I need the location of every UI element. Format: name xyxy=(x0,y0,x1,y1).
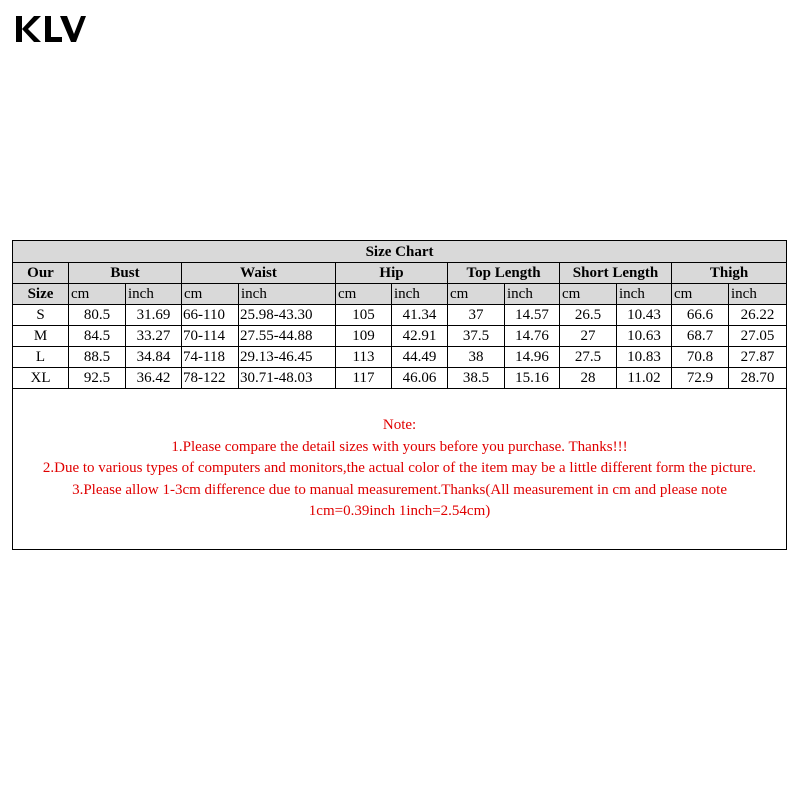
note-heading: Note: xyxy=(382,417,417,434)
table-cell: 14.76 xyxy=(505,326,560,347)
table-cell: 26.5 xyxy=(560,305,617,326)
table-cell: 38.5 xyxy=(448,368,505,389)
table-cell: 38 xyxy=(448,347,505,368)
table-cell: 72.9 xyxy=(672,368,729,389)
unit-cell: cm xyxy=(336,284,392,305)
table-cell: 70-114 xyxy=(182,326,239,347)
size-label: XL xyxy=(13,368,69,389)
header-our: Our xyxy=(13,263,69,284)
unit-cell: inch xyxy=(239,284,336,305)
table-cell: 14.96 xyxy=(505,347,560,368)
header-size: Size xyxy=(13,284,69,305)
table-cell: 66-110 xyxy=(182,305,239,326)
size-chart-title: Size Chart xyxy=(13,241,787,263)
notes-row xyxy=(13,389,787,550)
header-thigh: Thigh xyxy=(672,263,787,284)
unit-cell: inch xyxy=(729,284,787,305)
note-item-1: 1.Please compare the detail sizes with yours before you purchase. Thanks!!! xyxy=(171,438,628,455)
table-row-s xyxy=(13,305,787,326)
header-top-length: Top Length xyxy=(448,263,560,284)
table-cell: 27.55-44.88 xyxy=(239,326,336,347)
table-cell: 34.84 xyxy=(126,347,182,368)
header-hip: Hip xyxy=(336,263,448,284)
klv-logo xyxy=(16,14,86,44)
table-cell: 28 xyxy=(560,368,617,389)
table-cell: 44.49 xyxy=(392,347,448,368)
size-chart-table xyxy=(12,240,787,550)
header-short-length: Short Length xyxy=(560,263,672,284)
table-cell: 84.5 xyxy=(69,326,126,347)
unit-cell: cm xyxy=(672,284,729,305)
unit-cell: cm xyxy=(560,284,617,305)
table-cell: 66.6 xyxy=(672,305,729,326)
table-cell: 109 xyxy=(336,326,392,347)
header-waist: Waist xyxy=(182,263,336,284)
unit-cell: inch xyxy=(617,284,672,305)
table-cell: 29.13-46.45 xyxy=(239,347,336,368)
unit-cell: cm xyxy=(182,284,239,305)
table-cell: 42.91 xyxy=(392,326,448,347)
table-cell: 92.5 xyxy=(69,368,126,389)
table-cell: 10.83 xyxy=(617,347,672,368)
table-cell: 27.87 xyxy=(729,347,787,368)
table-cell: 27 xyxy=(560,326,617,347)
title-row xyxy=(13,241,787,263)
size-label: L xyxy=(13,347,69,368)
table-cell: 11.02 xyxy=(617,368,672,389)
table-cell: 70.8 xyxy=(672,347,729,368)
table-cell: 117 xyxy=(336,368,392,389)
table-cell: 26.22 xyxy=(729,305,787,326)
table-cell: 46.06 xyxy=(392,368,448,389)
table-cell: 15.16 xyxy=(505,368,560,389)
unit-header-row xyxy=(13,284,787,305)
unit-cell: inch xyxy=(126,284,182,305)
table-row-l xyxy=(13,347,787,368)
table-cell: 41.34 xyxy=(392,305,448,326)
note-item-3: 3.Please allow 1-3cm difference due to manual measurement.Thanks(All measurement in cm and please note 1cm=0.39inch 1inch=2.54cm) xyxy=(72,481,727,520)
table-cell: 14.57 xyxy=(505,305,560,326)
size-label: S xyxy=(13,305,69,326)
notes-block xyxy=(13,389,787,550)
unit-cell: inch xyxy=(392,284,448,305)
table-cell: 28.70 xyxy=(729,368,787,389)
table-cell: 33.27 xyxy=(126,326,182,347)
measurement-header-row xyxy=(13,263,787,284)
table-row-m xyxy=(13,326,787,347)
unit-cell: inch xyxy=(505,284,560,305)
table-cell: 105 xyxy=(336,305,392,326)
unit-cell: cm xyxy=(69,284,126,305)
table-cell: 88.5 xyxy=(69,347,126,368)
table-cell: 74-118 xyxy=(182,347,239,368)
table-row-xl xyxy=(13,368,787,389)
table-cell: 36.42 xyxy=(126,368,182,389)
table-cell: 30.71-48.03 xyxy=(239,368,336,389)
table-cell: 37 xyxy=(448,305,505,326)
size-label: M xyxy=(13,326,69,347)
table-cell: 31.69 xyxy=(126,305,182,326)
table-cell: 78-122 xyxy=(182,368,239,389)
table-cell: 80.5 xyxy=(69,305,126,326)
table-cell: 27.05 xyxy=(729,326,787,347)
table-cell: 25.98-43.30 xyxy=(239,305,336,326)
table-cell: 113 xyxy=(336,347,392,368)
table-cell: 10.63 xyxy=(617,326,672,347)
table-cell: 37.5 xyxy=(448,326,505,347)
table-cell: 68.7 xyxy=(672,326,729,347)
header-bust: Bust xyxy=(69,263,182,284)
table-cell: 10.43 xyxy=(617,305,672,326)
note-item-2: 2.Due to various types of computers and monitors,the actual color of the item may be a little different form the picture. xyxy=(42,460,757,477)
table-cell: 27.5 xyxy=(560,347,617,368)
unit-cell: cm xyxy=(448,284,505,305)
